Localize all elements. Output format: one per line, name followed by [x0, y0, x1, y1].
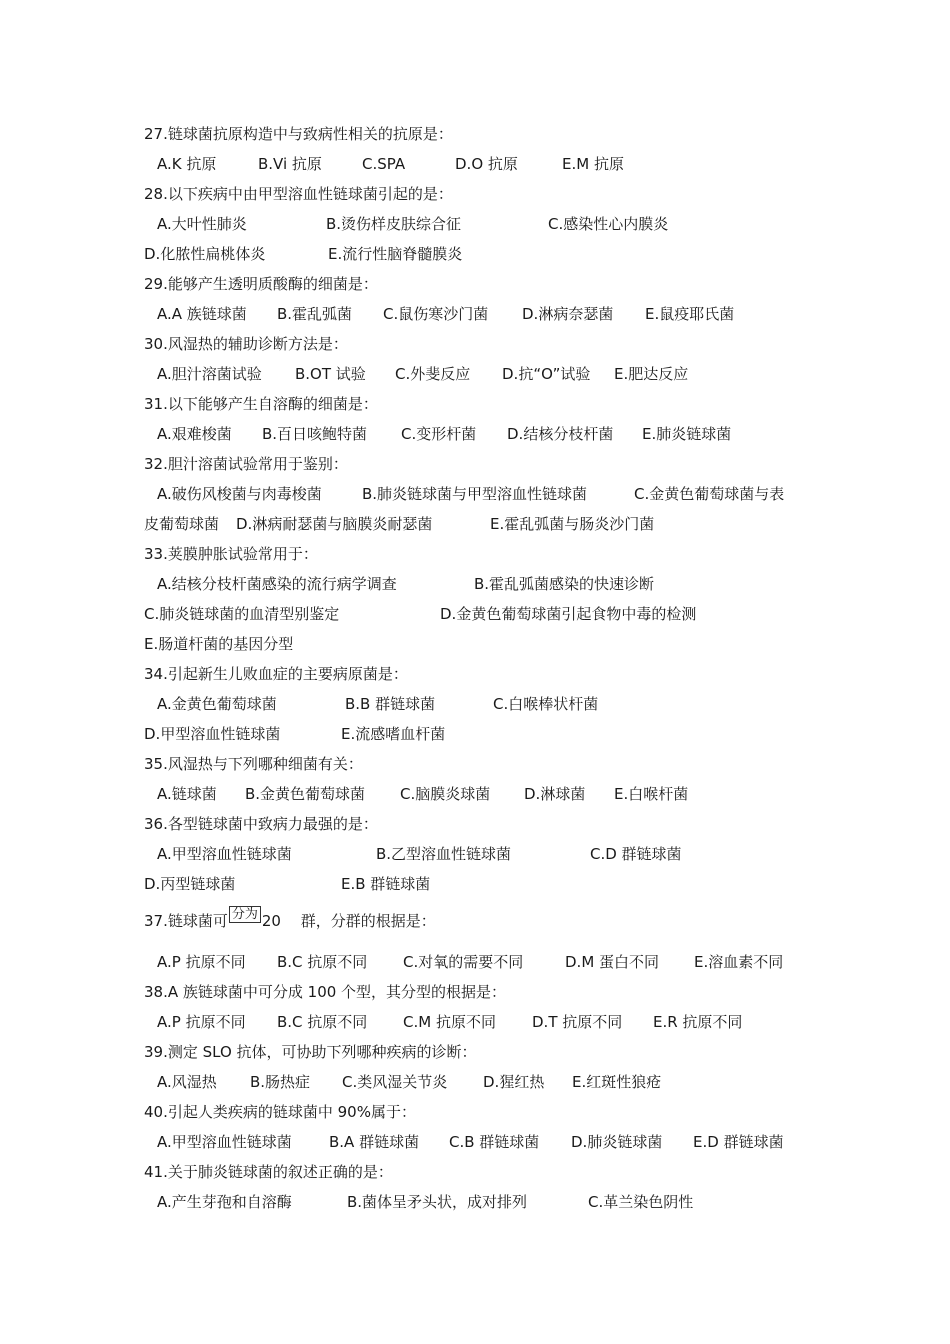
q40-option-d: D.肺炎链球菌	[571, 1133, 663, 1151]
q39-option-d: D.猩红热	[483, 1073, 545, 1091]
q34-option-e: E.流感嗜血杆菌	[341, 725, 446, 743]
q38-option-d: D.T 抗原不同	[532, 1013, 623, 1031]
q32-option-c-cont: 皮葡萄球菌	[144, 515, 220, 533]
q30-option-d: D.抗“O”试验	[502, 365, 591, 383]
q33-option-b: B.霍乱弧菌感染的快速诊断	[474, 575, 655, 593]
q40-option-a: A.甲型溶血性链球菌	[157, 1133, 292, 1151]
q34-option-d: D.甲型溶血性链球菌	[144, 725, 281, 743]
q35-option-d: D.淋球菌	[524, 785, 586, 803]
q27-option-a: A.K 抗原	[157, 155, 217, 173]
question-27-stem: 27.链球菌抗原构造中与致病性相关的抗原是：	[144, 125, 453, 143]
q38-option-a: A.P 抗原不同	[157, 1013, 246, 1031]
q29-option-c: C.鼠伤寒沙门菌	[383, 305, 489, 323]
question-31-stem: 31.以下能够产生自溶酶的细菌是：	[144, 395, 378, 413]
q41-option-c: C.革兰染色阴性	[588, 1193, 694, 1211]
q37-stem-part-2: 20 群，分群的根据是：	[261, 912, 436, 930]
q31-option-e: E.肺炎链球菌	[642, 425, 732, 443]
q39-option-b: B.肠热症	[250, 1073, 311, 1091]
question-29-stem: 29.能够产生透明质酸酶的细菌是：	[144, 275, 378, 293]
question-28-stem: 28.以下疾病中由甲型溶血性链球菌引起的是：	[144, 185, 453, 203]
q27-option-e: E.M 抗原	[562, 155, 624, 173]
q41-option-a: A.产生芽孢和自溶酶	[157, 1193, 292, 1211]
q33-option-d: D.金黄色葡萄球菌引起食物中毒的检测	[440, 605, 697, 623]
q30-option-a: A.胆汁溶菌试验	[157, 365, 262, 383]
question-34-stem: 34.引起新生儿败血症的主要病原菌是：	[144, 665, 408, 683]
q34-option-c: C.白喉棒状杆菌	[493, 695, 599, 713]
q30-option-e: E.肥达反应	[614, 365, 689, 383]
q36-option-e: E.B 群链球菌	[341, 875, 431, 893]
q38-option-c: C.M 抗原不同	[403, 1013, 496, 1031]
q35-option-a: A.链球菌	[157, 785, 217, 803]
q38-option-b: B.C 抗原不同	[277, 1013, 368, 1031]
q32-option-e: E.霍乱弧菌与肠炎沙门菌	[490, 515, 655, 533]
q29-option-d: D.淋病奈瑟菌	[522, 305, 614, 323]
q39-option-c: C.类风湿关节炎	[342, 1073, 448, 1091]
question-39-stem: 39.测定 SLO 抗体，可协助下列哪种疾病的诊断：	[144, 1043, 477, 1061]
q29-option-e: E.鼠疫耶氏菌	[645, 305, 735, 323]
q35-option-e: E.白喉杆菌	[614, 785, 689, 803]
q27-option-c: C.SPA	[362, 155, 406, 173]
q33-option-a: A.结核分枝杆菌感染的流行病学调查	[157, 575, 397, 593]
q37-option-a: A.P 抗原不同	[157, 953, 246, 971]
q33-option-e: E.肠道杆菌的基因分型	[144, 635, 294, 653]
question-37-stem	[144, 907, 436, 931]
q32-option-a: A.破伤风梭菌与肉毒梭菌	[157, 485, 322, 503]
q31-option-b: B.百日咳鲍特菌	[262, 425, 368, 443]
question-30-stem: 30.风湿热的辅助诊断方法是：	[144, 335, 348, 353]
q41-option-b: B.菌体呈矛头状，成对排列	[347, 1193, 528, 1211]
q34-option-a: A.金黄色葡萄球菌	[157, 695, 277, 713]
q37-boxed-text: 分为	[229, 906, 261, 923]
question-33-stem: 33.荚膜肿胀试验常用于：	[144, 545, 318, 563]
q39-option-a: A.风湿热	[157, 1073, 217, 1091]
q27-option-d: D.O 抗原	[455, 155, 518, 173]
q32-option-b: B.肺炎链球菌与甲型溶血性链球菌	[362, 485, 588, 503]
q34-option-b: B.B 群链球菌	[345, 695, 436, 713]
q38-option-e: E.R 抗原不同	[653, 1013, 743, 1031]
question-32-stem: 32.胆汁溶菌试验常用于鉴别：	[144, 455, 348, 473]
q27-option-b: B.Vi 抗原	[258, 155, 322, 173]
q36-option-a: A.甲型溶血性链球菌	[157, 845, 292, 863]
q40-option-c: C.B 群链球菌	[449, 1133, 540, 1151]
q29-option-b: B.霍乱弧菌	[277, 305, 353, 323]
q35-option-b: B.金黄色葡萄球菌	[245, 785, 366, 803]
q40-option-b: B.A 群链球菌	[329, 1133, 420, 1151]
q36-option-b: B.乙型溶血性链球菌	[376, 845, 512, 863]
question-36-stem: 36.各型链球菌中致病力最强的是：	[144, 815, 378, 833]
question-41-stem: 41.关于肺炎链球菌的叙述正确的是：	[144, 1163, 393, 1181]
q28-option-b: B.烫伤样皮肤综合征	[326, 215, 462, 233]
q40-option-e: E.D 群链球菌	[693, 1133, 784, 1151]
q36-option-c: C.D 群链球菌	[590, 845, 682, 863]
q37-option-e: E.溶血素不同	[694, 953, 784, 971]
q32-option-c: C.金黄色葡萄球菌与表	[634, 485, 785, 503]
q35-option-c: C.脑膜炎球菌	[400, 785, 491, 803]
q31-option-c: C.变形杆菌	[401, 425, 477, 443]
q29-option-a: A.A 族链球菌	[157, 305, 247, 323]
q37-option-d: D.M 蛋白不同	[565, 953, 660, 971]
q28-option-e: E.流行性脑脊髓膜炎	[328, 245, 463, 263]
q31-option-a: A.艰难梭菌	[157, 425, 232, 443]
q37-option-b: B.C 抗原不同	[277, 953, 368, 971]
q30-option-c: C.外斐反应	[395, 365, 471, 383]
q28-option-d: D.化脓性扁桃体炎	[144, 245, 266, 263]
q37-stem-part-1: 37.链球菌可	[144, 912, 228, 930]
q39-option-e: E.红斑性狼疮	[572, 1073, 662, 1091]
q30-option-b: B.OT 试验	[295, 365, 366, 383]
question-40-stem: 40.引起人类疾病的链球菌中 90%属于：	[144, 1103, 416, 1121]
question-35-stem: 35.风湿热与下列哪种细菌有关：	[144, 755, 363, 773]
q28-option-c: C.感染性心内膜炎	[548, 215, 669, 233]
q37-option-c: C.对氧的需要不同	[403, 953, 524, 971]
q33-option-c: C.肺炎链球菌的血清型别鉴定	[144, 605, 340, 623]
q28-option-a: A.大叶性肺炎	[157, 215, 247, 233]
q31-option-d: D.结核分枝杆菌	[507, 425, 614, 443]
q36-option-d: D.丙型链球菌	[144, 875, 236, 893]
question-38-stem: 38.A 族链球菌中可分成 100 个型，其分型的根据是：	[144, 983, 507, 1001]
q32-option-d: D.淋病耐瑟菌与脑膜炎耐瑟菌	[236, 515, 433, 533]
